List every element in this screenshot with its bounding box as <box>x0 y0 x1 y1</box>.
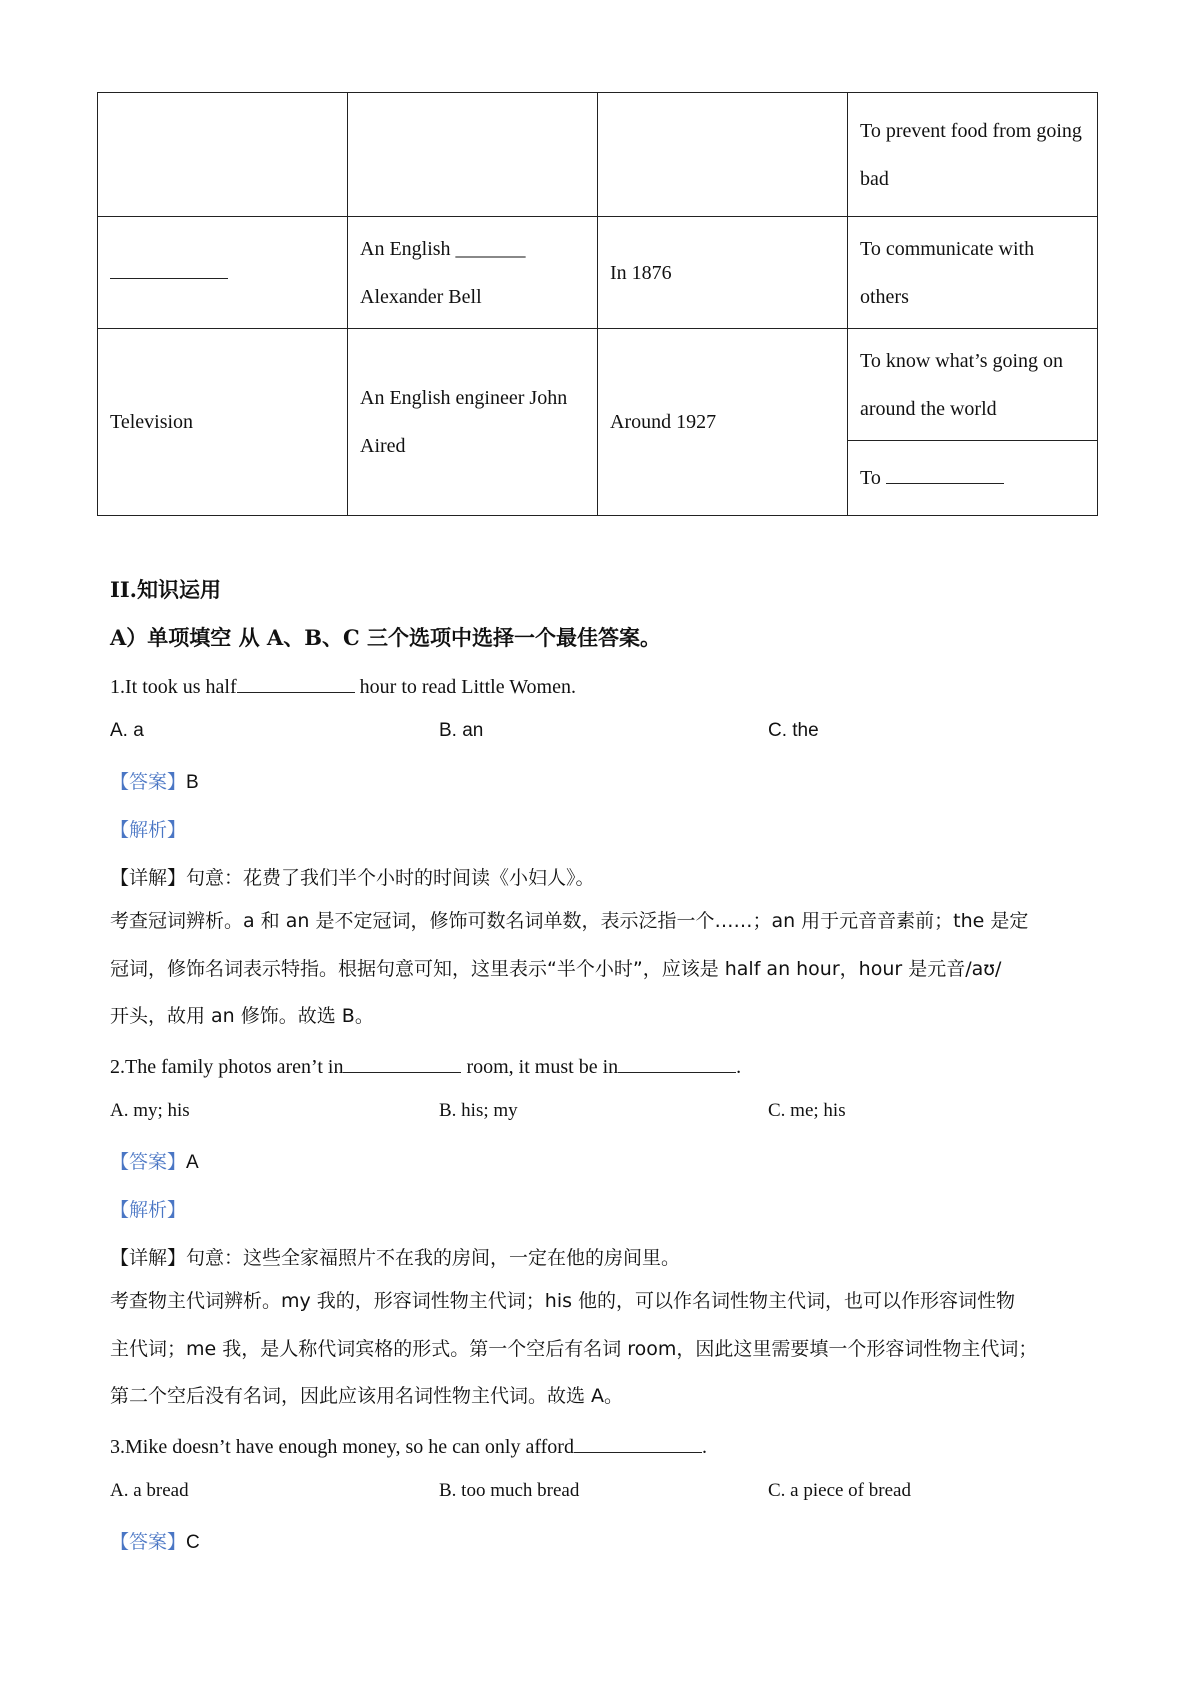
explanation-line: 主代词；me 我，是人称代词宾格的形式。第一个空后有名词 room，因此这里需要填一个形容词性物主代词； <box>110 1338 1038 1360</box>
table-cell-invention-blank <box>98 217 348 329</box>
answer-tag: 【答案】 <box>110 771 187 793</box>
option-b[interactable]: B. his; my <box>439 1100 518 1121</box>
analysis-tag: 【解析】 <box>110 819 187 841</box>
question-text: 3.Mike doesn’t have enough money, so he can only afford <box>110 1436 574 1458</box>
table-cell-purpose: To prevent food from going bad <box>848 93 1098 217</box>
answer-line <box>110 1527 1100 1554</box>
answer-value: A <box>186 1152 199 1173</box>
table-row <box>98 217 1098 329</box>
answer-blank[interactable] <box>574 1432 702 1453</box>
explanation-line: 考查物主代词辨析。my 我的，形容词性物主代词；his 他的，可以作名词性物主代词，也可以作形容词性物 <box>110 1290 1016 1312</box>
question-text: 2.The family photos aren’t in <box>110 1056 344 1078</box>
table-cell-inventor: An English engineer John Aired <box>348 329 598 516</box>
table-cell <box>348 93 598 217</box>
answer-tag: 【答案】 <box>110 1531 187 1553</box>
question-2-options <box>110 1100 1100 1130</box>
question-1-options <box>110 720 1100 750</box>
purpose-prefix: To <box>860 467 881 489</box>
detail-text: 【详解】句意：这些全家福照片不在我的房间，一定在他的房间里。 <box>110 1247 681 1269</box>
explanation-line: 考查冠词辨析。a 和 an 是不定冠词，修饰可数名词单数，表示泛指一个……；an 用于元音音素前；the 是定 <box>110 910 1029 932</box>
option-b[interactable]: B. an <box>439 720 484 741</box>
table-cell-time: In 1876 <box>598 217 848 329</box>
question-1 <box>110 672 1100 699</box>
inventions-table <box>97 92 1098 516</box>
answer-blank[interactable] <box>237 672 355 693</box>
question-text: . <box>701 1436 707 1458</box>
detail-text: 【详解】句意：花费了我们半个小时的时间读《小妇人》。 <box>110 867 595 889</box>
section-subtitle: A）单项填空 从 A、B、C 三个选项中选择一个最佳答案。 <box>110 625 661 650</box>
table-cell-inventor: An English _______ Alexander Bell <box>348 217 598 329</box>
option-a[interactable]: A. a <box>110 720 144 741</box>
question-3 <box>110 1432 1100 1459</box>
question-text: 1.It took us half <box>110 676 237 698</box>
table-row <box>98 93 1098 217</box>
table-cell <box>598 93 848 217</box>
answer-tag: 【答案】 <box>110 1151 187 1173</box>
question-2 <box>110 1052 1100 1079</box>
question-3-options <box>110 1480 1100 1510</box>
answer-line <box>110 1147 1100 1174</box>
option-c[interactable]: C. a piece of bread <box>768 1480 911 1501</box>
table-cell-purpose: To communicate with others <box>848 217 1098 329</box>
question-text: room, it must be in <box>461 1056 619 1078</box>
option-a[interactable]: A. my; his <box>110 1100 190 1121</box>
option-a[interactable]: A. a bread <box>110 1480 189 1501</box>
option-c[interactable]: C. the <box>768 720 819 741</box>
table-cell-invention: Television <box>98 329 348 516</box>
option-c[interactable]: C. me; his <box>768 1100 846 1121</box>
answer-value: B <box>186 772 199 793</box>
table-row <box>98 329 1098 441</box>
explanation-line: 冠词，修饰名词表示特指。根据句意可知，这里表示“半个小时”，应该是 half an hour，hour 是元音/aʊ/ <box>110 958 1002 980</box>
analysis-tag: 【解析】 <box>110 1199 187 1221</box>
explanation-line: 开头，故用 an 修饰。故选 B。 <box>110 1005 374 1027</box>
section-title: II.知识运用 <box>110 577 221 602</box>
answer-line <box>110 767 1100 794</box>
option-b[interactable]: B. too much bread <box>439 1480 580 1501</box>
table-cell-purpose-blank <box>848 441 1098 516</box>
table-cell <box>98 93 348 217</box>
table-cell-time: Around 1927 <box>598 329 848 516</box>
answer-value: C <box>186 1532 200 1553</box>
question-text: . <box>736 1056 742 1078</box>
question-text: hour to read Little Women. <box>354 676 576 698</box>
answer-blank[interactable] <box>343 1052 461 1073</box>
table-cell-purpose: To know what’s going on around the world <box>848 329 1098 441</box>
explanation-line: 第二个空后没有名词，因此应该用名词性物主代词。故选 A。 <box>110 1385 624 1407</box>
answer-blank[interactable] <box>618 1052 736 1073</box>
